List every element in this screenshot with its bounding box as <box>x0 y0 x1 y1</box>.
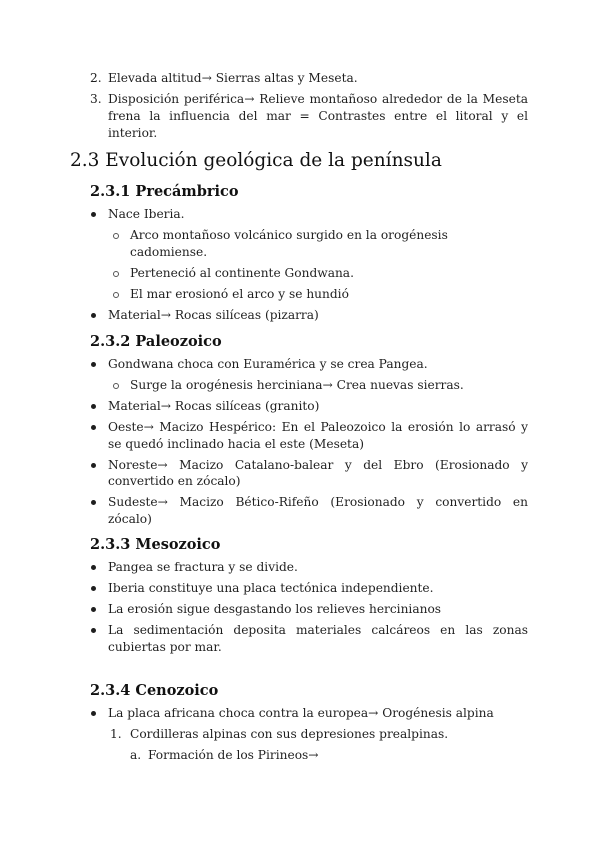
bullet-icon <box>91 313 96 318</box>
hollow-bullet-icon <box>113 292 119 298</box>
bullet-icon <box>91 607 96 612</box>
hollow-bullet-icon <box>113 233 119 239</box>
sub-bullet-item <box>110 377 528 394</box>
bullet-text: Material→ Rocas silíceas (pizarra) <box>108 307 319 322</box>
cenozoico-list <box>90 705 528 764</box>
bullet-text: Oeste→ Macizo Hespérico: En el Paleozoico la erosión lo arrasó y se quedó inclinado hacia el este (Meseta) <box>108 420 528 451</box>
numbered-item <box>110 726 528 743</box>
bullet-icon <box>91 628 96 633</box>
bullet-icon <box>91 212 96 217</box>
bullet-text: Sudeste→ Macizo Bético-Rifeño (Erosionado y convertido en zócalo) <box>108 495 528 526</box>
list-number: 3. <box>90 92 102 106</box>
bullet-icon <box>91 500 96 505</box>
bullet-item <box>90 419 528 452</box>
list-item-text: Elevada altitud→ Sierras altas y Meseta. <box>108 71 358 85</box>
sub-bullet-text: Surge la orogénesis herciniana→ Crea nuevas sierras. <box>130 378 464 392</box>
hollow-bullet-icon <box>113 271 119 277</box>
bullet-text: La placa africana choca contra la europea→ Orogénesis alpina <box>108 706 494 720</box>
sub-bullet-text: El mar erosionó el arco y se hundió <box>130 286 349 301</box>
bullet-item <box>90 601 528 618</box>
mesozoico-list <box>90 559 528 660</box>
hollow-bullet-icon <box>113 383 119 389</box>
bullet-item <box>90 622 528 655</box>
sub-bullet-text: Perteneció al continente Gondwana. <box>130 265 354 280</box>
subsection-heading-paleozoico: 2.3.2 Paleozoico <box>90 333 222 350</box>
intro-numbered-list <box>90 70 528 146</box>
bullet-icon <box>91 425 96 430</box>
list-letter: a. <box>130 748 142 762</box>
bullet-item <box>90 398 528 415</box>
sub-bullet-text: Arco montañoso volcánico surgido en la orogénesis cadomiense. <box>130 228 448 259</box>
bullet-text: Nace Iberia. <box>108 207 185 221</box>
bullet-icon <box>91 586 96 591</box>
bullet-icon <box>91 463 96 468</box>
bullet-icon <box>91 711 96 716</box>
numbered-text: Cordilleras alpinas con sus depresiones prealpinas. <box>130 727 449 741</box>
list-number: 2. <box>90 71 102 85</box>
list-number: 1. <box>110 727 122 741</box>
bullet-text: Iberia constituye una placa tectónica independiente. <box>108 581 434 595</box>
bullet-text: La erosión sigue desgastando los relieves hercinianos <box>108 602 442 616</box>
list-item <box>90 91 528 142</box>
section-heading: 2.3 Evolución geológica de la península <box>70 150 442 171</box>
subsection-heading-mesozoico: 2.3.3 Mesozoico <box>90 536 221 553</box>
paleozoico-list <box>90 356 528 532</box>
subsection-heading-precambrico: 2.3.1 Precámbrico <box>90 183 239 200</box>
subsection-heading-cenozoico: 2.3.4 Cenozoico <box>90 682 219 699</box>
bullet-icon <box>91 404 96 409</box>
list-item-text: Disposición periférica→ Relieve montañoso alrededor de la Meseta frena la influencia del mar = Contrastes entre el litoral y el interior. <box>108 92 528 140</box>
sub-bullet-item <box>110 227 528 260</box>
lettered-item <box>130 747 528 764</box>
bullet-item <box>90 559 528 576</box>
precambrico-list <box>90 206 528 328</box>
sub-bullet-item <box>110 286 528 303</box>
bullet-icon <box>91 362 96 367</box>
list-item <box>90 70 528 87</box>
bullet-item <box>90 494 528 527</box>
bullet-item <box>90 705 528 722</box>
bullet-item <box>90 580 528 597</box>
lettered-text: Formación de los Pirineos→ <box>148 748 319 762</box>
bullet-text: Material→ Rocas silíceas (granito) <box>108 399 320 413</box>
bullet-item <box>90 356 528 373</box>
bullet-item <box>90 206 528 223</box>
bullet-item <box>90 307 528 324</box>
bullet-text: Noreste→ Macizo Catalano-balear y del Ebro (Erosionado y convertido en zócalo) <box>108 457 528 488</box>
bullet-text: La sedimentación deposita materiales calcáreos en las zonas cubiertas por mar. <box>108 623 528 654</box>
bullet-icon <box>91 565 96 570</box>
bullet-text: Pangea se fractura y se divide. <box>108 560 298 574</box>
bullet-text: Gondwana choca con Euramérica y se crea Pangea. <box>108 357 428 371</box>
sub-bullet-item <box>110 265 528 282</box>
bullet-item <box>90 457 528 490</box>
